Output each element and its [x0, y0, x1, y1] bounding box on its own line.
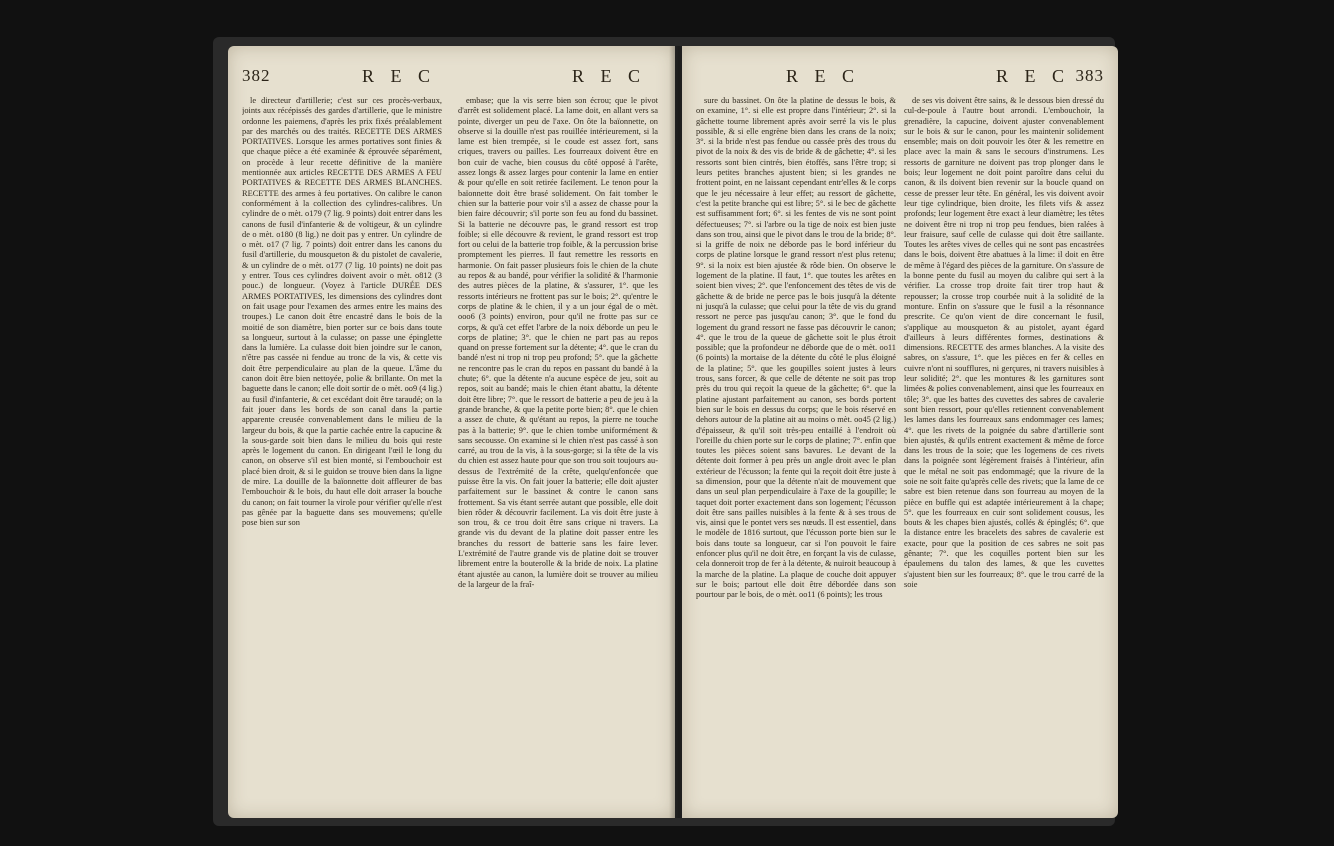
page-number: 382 [242, 66, 271, 85]
text-column [458, 96, 658, 806]
right-page-header [696, 66, 1104, 88]
page-number: 383 [1075, 66, 1104, 85]
running-head: R E C [362, 66, 437, 86]
running-head: R E C [996, 66, 1071, 86]
left-page [228, 46, 675, 818]
column-text: embase; que la vis serre bien son écrou; que le pivot d'arrêt est solidement placé. La lame doit, en allant vers sa pointe, diverger un peu de l'axe. On ôte la baïonnette, on observe si la douille n'est pas rouillée intérieurement, si la lame est bien trempée, si le coude est assez fort, sans criques, travers ou pailles. Les fourreaux doivent être en bon cuir de vache, bien cousus du côté opposé à l'arête, assez longs & assez larges pour contenir la lame en entier & pour qu'elle en soit retirée facilement. Le tenon pour la baïonnette doit être brasé solidement. On fait tomber le chien sur la batterie pour voir s'il a assez de chasse pour la bien faire découvrir; s'il porte son feu au fond du bassinet. Si la batterie ne découvre pas, le grand ressort est trop foible; si elle découvre & revient, le grand ressort est trop fort ou celui de la batterie trop foible, & la percussion brise promptement les pierres. Il faut remettre les ressorts en harmonie. On fait passer plusieurs fois le chien de la chute au repos & au bandé, pour vérifier la solidité & l'harmonie des autres pièces de la platine, & s'assurer, 1°. que les ressorts intérieurs ne frottent pas sur le bois; 2°. qu'entre le corps de platine & le chien, il y a un jour égal de o mèt. ooo6 (3 points) environ, pour qu'il ne frotte pas sur ce corps, & qu'à cet effet l'arbre de la noix déborde un peu le corps de platine; 3°. que le chien ne part pas au repos quand on presse fortement sur la détente; 4°. que le cran du bandé n'est ni trop ni trop peu profond; 5°. que la gâchette ne rencontre pas le cran du repos en passant du bandé à la chute; 6°. que la détente n'a aucune espèce de jeu, soit au repos, soit au bandé; mais le chien étant abattu, la détente doit être libre; 7°. que le ressort de batterie a peu de jeu à la grande branche, & que la petite porte bien; 8°. que le chien a assez de chute, & qu'étant au repos, la pierre ne touche pas à la batterie; 9°. que le chien tombe uniformément & sans secousse. On examine si le chien n'est pas cassé à son carré, au trou de la vis, à la sous-gorge; si la tête de la vis du chien est assez haute pour que son trou soit toujours au-dessus de l'extrémité de la crête, quelqu'enfoncée que puisse être la vis. On fait jouer la batterie; elle doit ajuster parfaitement sur le bassinet & contre le canon sans frottement. Sa vis étant serrée autant que possible, elle doit bien rôder & découvrir facilement. La vis doit être juste à son trou, & ce trou doit être sans crique ni travers. La grande vis du devant de la platine doit passer entre les branches du ressort de batterie sans les faire lever. L'extrémité de l'autre grande vis de platine doit se trouver librement entre la bouterolle & la bride de noix. La platine étant ajustée au canon, la lumière doit se trouver au milieu de la largeur de la fraî- [458, 96, 658, 589]
column-text: sure du bassinet. On ôte la platine de dessus le bois, & on examine, 1°. si elle est propre dans l'intérieur; 2°. si la gâchette tourne librement après avoir serré la vis le plus possible, & si elle engrène bien dans les crans de la noix; 3°. si la bride n'est pas fendue ou cassée près des trous du pivot de la noix & des vis de bride & de gâchette; 4°. si les ressorts sont bien cintrés, bien étoffés, sans l'être trop; si leurs petites branches ajustent bien; si les grandes ne frottent point, en ne laissant cependant entr'elles & le corps que le jeu nécessaire à leur effet; au ressort de gâchette, c'est la petite branche qui est libre; 5°. si le bec de gâchette est suffisamment fort; 6°. si les fentes de vis ne sont point défectueuses; 7°. si l'arbre ou la tige de noix est bien juste dans son trou, ainsi que le pivot dans le trou de la bride; 8°. si la griffe de noix ne déborde pas le bord inférieur du corps de platine lorsque le grand ressort n'est plus retenu; 9°. si la noix est bien ajustée & rôde bien. On observe le logement de la platine. Il faut, 1°. que toutes les arêtes en soient bien vives; 2°. que l'enfoncement des têtes de vis de gâchette & de bride ne perce pas le bois jusqu'à la détente ni jusqu'à la culasse; que celui pour la tête de vis du grand ressort ne perce pas jusqu'au canon; 3°. que le fond du logement du grand ressort ne fasse pas découvrir le canon; 4°. que le trou de la queue de gâchette soit le plus étroit possible; que la profondeur ne déborde que de o mèt. oo11 (6 points) la mortaise de la détente du côté le plus éloigné de la platine; 5°. que les goupilles soient justes à leurs trous, sans forcer, & que celle de détente ne soit pas trop près du trou qui reçoit la queue de la gâchette; 6°. que la platine ajustant parfaitement au canon, ses bords portent bien sur le bois en dessus du corps; que le bois réservé en dehors autour de la platine ait au moins o mèt. oo45 (2 lig.) d'épaisseur, & qu'il soit très-peu entaillé à l'endroit où l'oreille du chien porte sur le corps de platine; 7°. enfin que toutes les pièces soient sans bavures. Le devant de la détente doit former à peu près un angle droit avec le plan extérieur de l'écusson; la fente qui la reçoit doit être juste à sa dimension, pour que la détente n'ait de mouvement que dans un seul plan perpendiculaire à l'axe de la goupille; le taquet doit porter exactement dans son logement; l'écusson doit être sans pailles nuisibles à la fente & à ses trous de vis, ainsi que le pontet vers ses nœuds. Il est essentiel, dans le modèle de 1816 surtout, que l'écusson porte bien sur le bois dans toute sa longueur, car si l'on pouvoit le faire enfoncer plus qu'il ne doit être, en forçant la vis de culasse, cela donneroit trop de fer à la détente, & nuiroit beaucoup à la marche de la platine. La plaque de couche doit appuyer sur le bois; partout elle doit être débordée dans son pourtour par le bois, de o mèt. oo11 (6 points); les trous [696, 96, 896, 600]
right-page [682, 46, 1118, 818]
column-text: le directeur d'artillerie; c'est sur ces procès-verbaux, joints aux récépissés des gardes d'artillerie, que le ministre ordonne les paiemens, d'après les prix fixés préalablement par des marchés ou des traités. RECETTE DES ARMES PORTATIVES. Lorsque les armes portatives sont finies & que chaque pièce a été examinée & éprouvée séparément, on procède à leur recette définitive de la manière mentionnée aux articles RECETTE DES ARMES A FEU PORTATIVES & RECETTE DES ARMES BLANCHES. RECETTE des armes à feu portatives. On calibre le canon conformément à la collection des cylindres-calibres. Un cylindre de o mèt. o179 (7 lig. 9 points) doit entrer dans les canons de fusil d'infanterie & de voltigeur, & un cylindre de o mèt. o180 (8 lig.) ne doit pas y entrer. Un cylindre de o mèt. o17 (7 lig. 7 points) doit entrer dans les canons du fusil d'artillerie, du mousqueton & du pistolet de cavalerie, & un cylindre de o mèt. o177 (7 lig. 10 points) ne doit pas y entrer. Tous ces cylindres doivent avoir o mèt. o812 (3 pouc.) de longueur. (Voyez à l'article DURÉE DES ARMES PORTATIVES, les dimensions des cylindres dont on fait usage pour l'examen des armes entre les mains des troupes.) Le canon doit être encastré dans le bois de la moitié de son diamètre, bien porter sur ce bois dans toute sa longueur, surtout à la culasse; on passe une épinglette dans la lumière. La culasse doit bien joindre sur le canon, n'être pas cassée ni fendue au tronc de la vis, & cette vis doit être perpendiculaire au plan de la queue. L'âme du canon doit être bien nettoyée, polie & brillante. On met la baguette dans le canon; elle doit sortir de o mèt. oo9 (4 lig.) au fusil d'infanterie, & cet excédant doit être taraudé; on la fait jouer dans les bords de son canal dans la partie apparente creusée convenablement dans le milieu de la largeur du bois, & que la partie cachée entre la capucine & la sous-garde soit bien dans le milieu du bois qui reste après le logement du canon. En dirigeant l'œil le long du canon, on observe s'il est bien monté, si l'embouchoir est placé bien droit, & si le guidon se trouve bien dans la ligne de mire. La douille de la baïonnette doit affleurer de bas l'embouchoir & le bois, du haut elle doit arraser la bouche du canon; on fait tourner la virole pour vérifier qu'elle n'est pas gênée par la baguette dans ses mouvemens; qu'elle pose bien sur son [242, 96, 442, 528]
text-column [242, 96, 442, 806]
text-column [696, 96, 896, 806]
running-head: R E C [786, 66, 861, 86]
text-column [904, 96, 1104, 806]
running-head: R E C [572, 66, 647, 86]
column-text: de ses vis doivent être sains, & le dessous bien dressé du cul-de-poule à l'autre bout arrondi. L'embouchoir, la grenadière, la capucine, doivent ajuster convenablement sur le bois & sur le canon, pour les maintenir solidement ensemble; mais on doit pouvoir les ôter & les remettre en place avec la main & sans le secours d'instrumens. Les ressorts de garniture ne doivent pas trop plonger dans le bois; leur logement ne doit point paroître dans celui du canon, & ils doivent bien revenir sur la boucle quand on cesse de presser leur tête. En général, les vis doivent avoir leur tige cylindrique, bien droite, les filets vifs & assez profonds; leur logement être exact à leur diamètre; les têtes ne doivent être ni trop ni trop peu fendues, bien ralées à leur fraisure, sauf celle de culasse qui doit être saillante. Toutes les arêtes vives de celles qui ne sont pas encastrées dans le bois, doivent être abattues à la lime: il doit en être de même à l'égard des pièces de la garniture. On s'assure de la bonne pente du fusil au moyen du calibre qui sert à la vérifier. La crosse trop droite fait tirer trop haut & repousser; la crosse trop courbée nuit à la solidité de la monture. Enfin on s'assure que le fusil a la résonnance prescrite. Ce qu'on vient de dire concernant le fusil, s'applique au mousqueton & au pistolet, ayant égard d'ailleurs à leurs différentes formes, destinations & dimensions. RECETTE des armes blanches. A la visite des sabres, on s'assure, 1°. que les pièces en fer & celles en cuivre n'ont ni soufflures, ni gerçures, ni travers nuisibles à leur solidité; 2°. que les montures & les garnitures sont limées & polies convenablement, ainsi que les fourreaux en tôle; 3°. que les battes des cuvettes des sabres de cavalerie sont bien ressort, pour qu'elles retiennent convenablement les lames dans les fourreaux sans endommager ces lames; 4°. que les rivets de la poignée du sabre d'artillerie sont bien ajustés, & qu'ils entrent exactement & même de force dans les trous de la soie; que les logemens de ces rivets dans la poignée sont légèrement fraisés à l'intérieur, afin que le métal ne soit pas endommagé; que la rivure de la soie ne soit faite qu'après celle des rivets; que la lame de ce sabre est bien retenue dans son fourreau au moyen de la pièce en buffle qui est adaptée intérieurement à la chape; 5°. que les fourreaux en cuir sont solidement cousus, les bouts & les chapes bien ajustés, collés & épinglés; 6°. que la distance entre les bracelets des sabres de cavalerie est exacte, pour que la position de ces sabres ne soit pas gênante; 7°. que les coquilles portent bien sur les épaulemens du talon des lames, & que les cuvettes s'ajustent bien sur les fourreaux; 8°. que le trou carré de la soie [904, 96, 1104, 589]
left-page-header [242, 66, 661, 88]
